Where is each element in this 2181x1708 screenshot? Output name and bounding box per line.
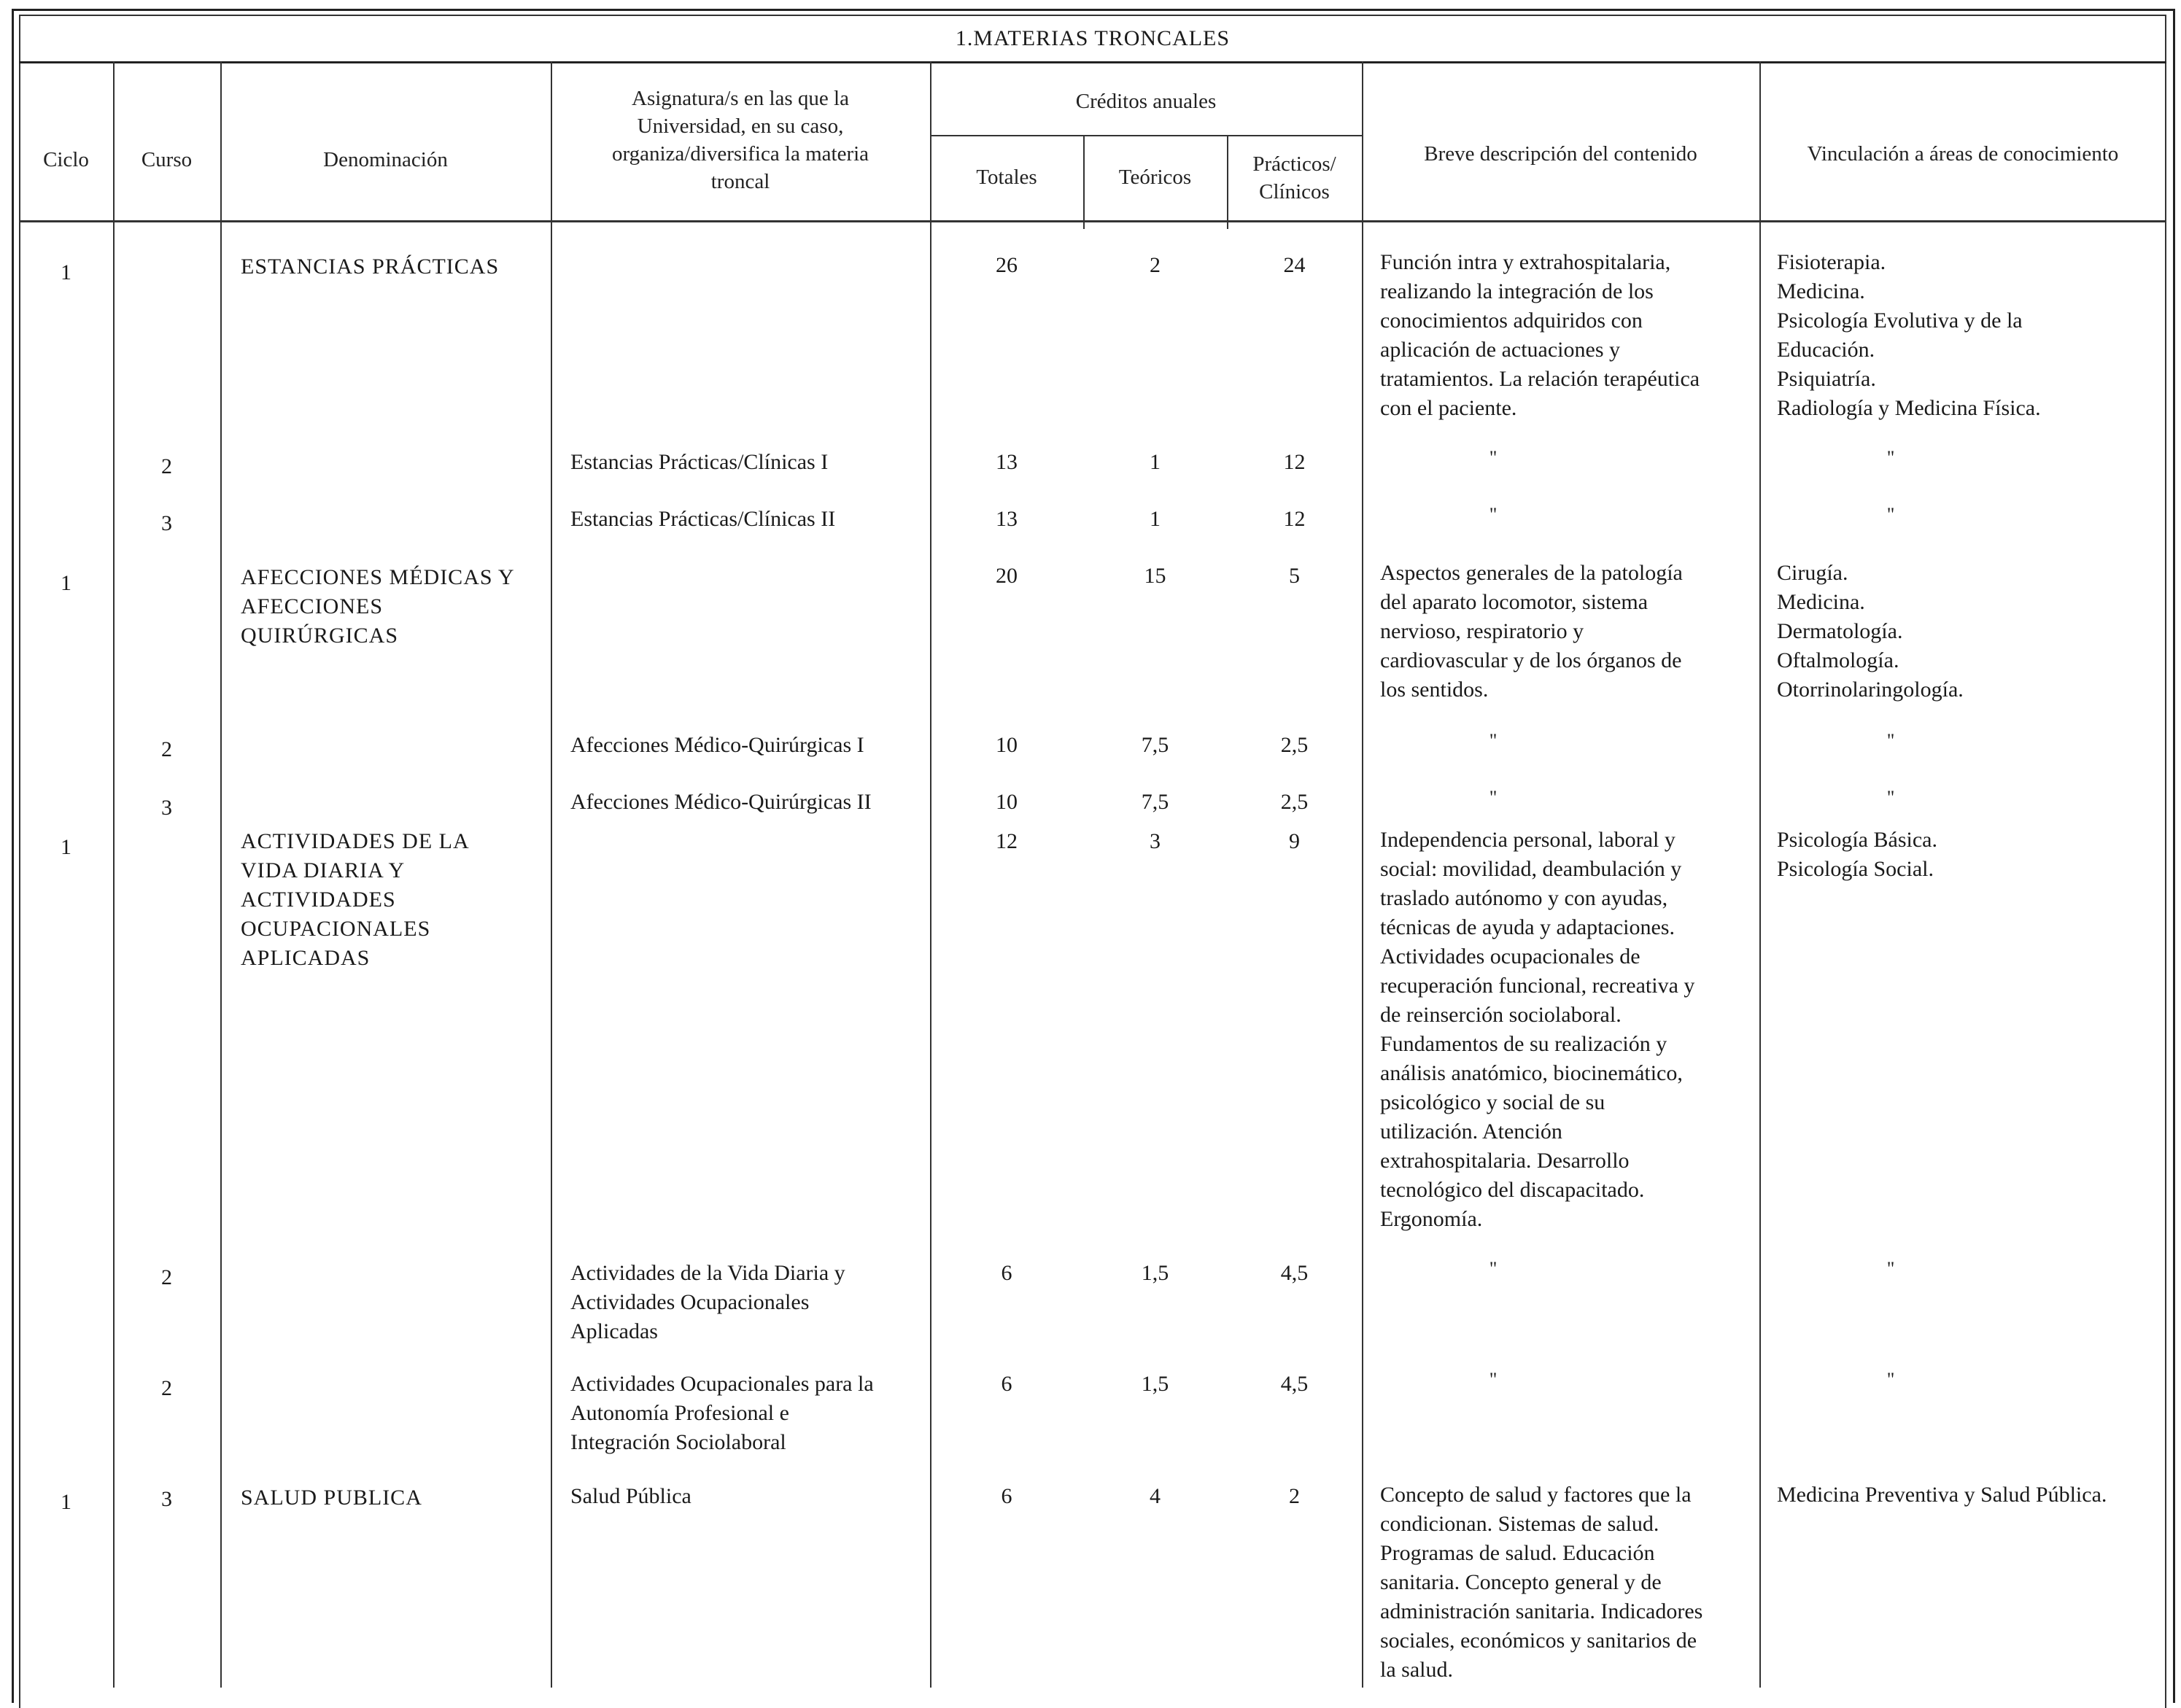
cell-descripcion: Independencia personal, laboral y social: movilidad, deambulación y traslado autónomo y con ayudas, técnicas de ayuda y adaptaciones. Actividades ocupacionales de recuperación funcional, recreativa y de reinserción sociolaboral. Fundamentos de su realización y análisis anatómico, biocinemático, psicológico y social de su utilización. Atención extrahospitalaria. Desarrollo tecnológico del discapacitado. Ergonomía. [1380, 828, 1695, 1231]
cell-curso: 3 [161, 1487, 172, 1511]
cell-denominacion: ACTIVIDADES DE LA VIDA DIARIA Y ACTIVIDADES OCUPACIONALES APLICADAS [241, 829, 470, 970]
cell-asignatura: Afecciones Médico-Quirúrgicas II [570, 790, 872, 814]
cell-vinculacion: Medicina Preventiva y Salud Pública. [1777, 1483, 2107, 1507]
cell-teoricos: 4 [1150, 1484, 1161, 1508]
cell-vinculacion-ditto: " [1886, 787, 1895, 808]
cell-teoricos: 7,5 [1141, 733, 1169, 757]
cell-totales: 10 [996, 733, 1018, 757]
cell-practicos: 2,5 [1280, 733, 1309, 757]
cell-descripcion-ditto: " [1489, 447, 1498, 468]
cell-descripcion: Función intra y extrahospitalaria, realizando la integración de los conocimientos adquiridos con aplicación de actuaciones y tratamientos. La relación terapéutica con el paciente. [1380, 250, 1700, 420]
cell-curso: 3 [161, 796, 172, 820]
cell-descripcion-ditto: " [1489, 504, 1498, 525]
cell-teoricos: 1 [1150, 450, 1161, 474]
header-curso: Curso [141, 148, 193, 171]
col-divider [220, 61, 222, 1688]
col-divider [930, 61, 931, 1688]
cell-descripcion-ditto: " [1489, 787, 1498, 808]
cell-ciclo: 1 [61, 260, 71, 284]
cell-asignatura: Actividades Ocupacionales para la Autonomía Profesional e Integración Sociolaboral [570, 1372, 874, 1454]
cell-curso: 2 [161, 737, 172, 761]
cell-denominacion: SALUD PUBLICA [241, 1486, 422, 1510]
col-divider [113, 61, 115, 1688]
cell-descripcion: Aspectos generales de la patología del aparato locomotor, sistema nervioso, respiratorio y cardiovascular y de los órganos de los sentidos. [1380, 561, 1683, 702]
cell-totales: 6 [1001, 1484, 1012, 1508]
header-asignatura: Asignatura/s en las que la Universidad, en su caso, organiza/diversifica la materia troncal [611, 87, 869, 193]
cell-denominacion: AFECCIONES MÉDICAS Y AFECCIONES QUIRÚRGICAS [241, 565, 515, 648]
cell-curso: 2 [161, 1376, 172, 1400]
table-title: 1.MATERIAS TRONCALES [19, 16, 2166, 63]
cell-practicos: 12 [1283, 450, 1306, 474]
cell-vinculacion-ditto: " [1886, 447, 1895, 468]
cell-ciclo: 1 [61, 1490, 71, 1514]
cell-asignatura: Salud Pública [570, 1484, 692, 1508]
col-divider [1759, 61, 1761, 1688]
cell-teoricos: 15 [1144, 564, 1166, 588]
cell-totales: 20 [996, 564, 1018, 588]
cell-denominacion: ESTANCIAS PRÁCTICAS [241, 255, 500, 279]
cell-teoricos: 1 [1150, 507, 1161, 531]
cell-asignatura: Estancias Prácticas/Clínicas II [570, 507, 836, 531]
cell-asignatura: Estancias Prácticas/Clínicas I [570, 450, 829, 474]
cell-vinculacion-ditto: " [1886, 1369, 1895, 1390]
cell-totales: 6 [1001, 1261, 1012, 1285]
cell-totales: 6 [1001, 1372, 1012, 1396]
col-divider [551, 61, 552, 1688]
cell-practicos: 9 [1289, 829, 1300, 853]
header-teoricos: Teóricos [1118, 166, 1192, 189]
cell-vinculacion: Fisioterapia. Medicina. Psicología Evolutiva y de la Educación. Psiquiatría. Radiología y Medicina Física. [1777, 250, 2041, 420]
cell-practicos: 12 [1283, 507, 1306, 531]
cell-vinculacion-ditto: " [1886, 504, 1895, 525]
cell-descripcion: Concepto de salud y factores que la condicionan. Sistemas de salud. Programas de salud. Educación sanitaria. Concepto general y de administración sanitaria. Indicadores sociales, económicos y sanitarios de la salud. [1380, 1483, 1703, 1682]
cell-teoricos: 2 [1150, 253, 1161, 277]
cell-totales: 12 [996, 829, 1018, 853]
cell-totales: 10 [996, 790, 1018, 814]
cell-asignatura: Afecciones Médico-Quirúrgicas I [570, 733, 864, 757]
header-descripcion: Breve descripción del contenido [1424, 142, 1697, 166]
cell-ciclo: 1 [61, 571, 71, 595]
cell-teoricos: 7,5 [1141, 790, 1169, 814]
cell-totales: 13 [996, 507, 1018, 531]
header-totales: Totales [976, 166, 1037, 189]
cell-practicos: 4,5 [1280, 1372, 1309, 1396]
cell-vinculacion-ditto: " [1886, 1258, 1895, 1279]
cell-vinculacion: Psicología Básica. Psicología Social. [1777, 828, 1937, 881]
cell-practicos: 2 [1289, 1484, 1300, 1508]
header-vinculacion: Vinculación a áreas de conocimiento [1807, 142, 2119, 166]
cell-totales: 13 [996, 450, 1018, 474]
header-divider [930, 135, 1362, 136]
cell-vinculacion: Cirugía. Medicina. Dermatología. Oftalmología. Otorrinolaringología. [1777, 561, 1964, 702]
header-bottom-line [19, 220, 2166, 222]
cell-descripcion-ditto: " [1489, 1258, 1498, 1279]
cell-teoricos: 1,5 [1141, 1372, 1169, 1396]
cell-teoricos: 1,5 [1141, 1261, 1169, 1285]
cell-teoricos: 3 [1150, 829, 1161, 853]
col-divider [1362, 61, 1363, 1688]
cell-practicos: 24 [1283, 253, 1306, 277]
header-ciclo: Ciclo [43, 148, 89, 171]
header-denominacion: Denominación [323, 148, 448, 171]
cell-vinculacion-ditto: " [1886, 730, 1895, 751]
cell-totales: 26 [996, 253, 1018, 277]
cell-practicos: 2,5 [1280, 790, 1309, 814]
header-practicos: Prácticos/ Clínicos [1252, 152, 1336, 203]
cell-practicos: 5 [1289, 564, 1300, 588]
cell-asignatura: Actividades de la Vida Diaria y Actividades Ocupacionales Aplicadas [570, 1261, 845, 1343]
cell-ciclo: 1 [61, 835, 71, 859]
header-creditos: Créditos anuales [1075, 90, 1217, 113]
cell-curso: 3 [161, 511, 172, 535]
cell-descripcion-ditto: " [1489, 1369, 1498, 1390]
cell-descripcion-ditto: " [1489, 730, 1498, 751]
cell-practicos: 4,5 [1280, 1261, 1309, 1285]
cell-curso: 2 [161, 454, 172, 478]
cell-curso: 2 [161, 1265, 172, 1289]
